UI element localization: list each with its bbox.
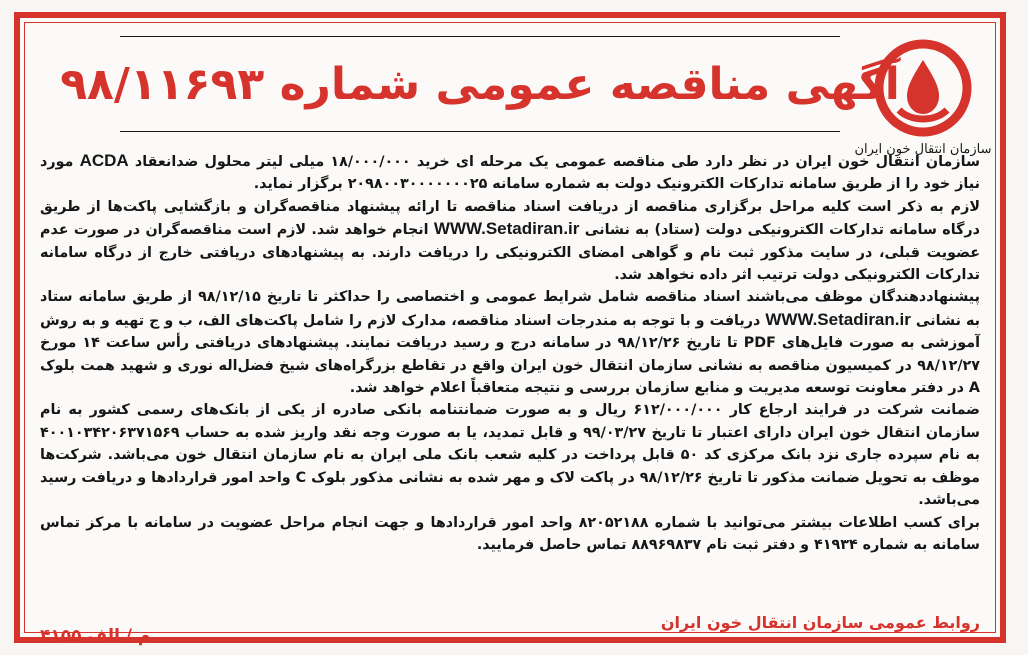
paragraph-contact: برای کسب اطلاعات بیشتر می‌توانید با شماره ۸۲۰۵۲۱۸۸ واحد امور قراردادها و جهت انجام مراحل عضویت در سامانه با مرکز تماس سامانه به شماره ۴۱۹۳۴ و دفتر ثبت نام ۸۸۹۶۹۸۳۷ تماس حاصل فرمایید.: [40, 514, 981, 553]
paragraph-process: [40, 196, 980, 287]
publisher-name: روابط عمومی سازمان انتقال خون ایران: [660, 613, 980, 632]
footer: [40, 596, 980, 646]
process-text-end: انجام خواهد شد. لازم است مناقصه‌گران در صورت عدم عضویت قبلی، در سایت مذکور ثبت نام و گواهی امضای الکترونیکی را دریافت دارند. به پیشنهادهای دریافتی خارج از درگاه سامانه تدارکات الکترونیکی دولت ترتیب اثر داده نخواهد شد.: [40, 222, 980, 284]
logo-caption: سازمان انتقال خون ایران: [854, 142, 992, 157]
deadlines-text-start: پیشنهاددهندگان موظف می‌باشند اسناد مناقصه شامل شرایط عمومی و اختصاصی را حداکثر تا تاریخ ۹۸/۱۲/۱۵ از طریق سامانه ستاد به نشانی: [40, 289, 980, 329]
ad-code: م / الف ۴۱۵۵: [40, 626, 151, 646]
paragraph-guarantee: ضمانت شرکت در فرایند ارجاع کار ۶۱۲/۰۰۰/۰۰۰ ریال و به صورت ضمانتنامه بانکی صادره از یکی از بانک‌های رسمی کشور به نام سازمان انتقال خون ایران دارای اعتبار تا تاریخ ۹۹/۰۳/۲۷ و قابل تمدید، یا به صورت وجه نقد واریز شده به حساب ۴۰۰۱۰۳۴۲۰۶۳۷۱۵۶۹ به نام سپرده جاری نزد بانک مرکزی کد ۵۰ قابل پرداخت در کلیه شعب بانک ملی ایران به نام سازمان انتقال خون می‌باشد. شرکت‌ها موظف به تحویل ضمانت مذکور تا تاریخ ۹۸/۱۲/۲۶ در پاکت لاک و مهر شده به نشانی مذکور بلوک C واحد امور قراردادها و دریافت رسید می‌باشد.: [40, 402, 980, 509]
intro-text-end: مورد نیاز خود را از طریق سامانه تدارکات الکترونیک دولت به شماره سامانه ۲۰۹۸۰۰۳۰۰۰۰۰۰۰۲۵ برگزار نماید.: [40, 154, 980, 193]
process-text-start: لازم به ذکر است کلیه مراحل برگزاری مناقصه از دریافت اسناد مناقصه تا ارائه پیشنهاد مناقصه‌گران و بازگشایی پاکت‌ها از طریق درگاه سامانه تدارکات الکترونیکی دولت (ستاد) به نشانی: [40, 198, 980, 239]
paragraph-intro: [40, 150, 980, 196]
announcement-body: [40, 150, 980, 556]
title-bar: [60, 36, 900, 132]
page-title: آگهی مناقصه عمومی شماره ۹۸/۱۱۶۹۳: [60, 58, 900, 110]
setadiran-link[interactable]: WWW.Setadiran.ir: [433, 219, 580, 239]
paragraph-deadlines: [40, 286, 980, 399]
intro-text-start: سازمان انتقال خون ایران در نظر دارد طی مناقصه عمومی یک مرحله ای خرید ۱۸/۰۰۰/۰۰۰ میلی لیتر محلول ضدانعقاد: [134, 154, 981, 170]
acda-label: ACDA: [79, 151, 129, 170]
setadiran-link-2[interactable]: WWW.Setadiran.ir: [765, 309, 911, 329]
deadlines-text-end: دریافت و با توجه به مندرجات اسناد مناقصه، مدارک لازم را شامل پاکت‌های الف، ب و ج تهیه و به روش آموزشی به صورت فایل‌های PDF تا تاریخ ۹۸/۱۲/۲۶ در سامانه درج و رسید دریافت نمایند. پیشنهادهای دریافتی رأس ساعت ۱۴ مورخ ۹۸/۱۲/۲۷ در کمیسیون مناقصه به نشانی سازمان انتقال خون ایران واقع در تقاطع بزرگراه‌های شیخ فضل‌اله نوری و شهید همت بلوک A در دفتر معاونت توسعه مدیریت و منابع سازمان بررسی و نتیجه متعاقباً اعلام خواهد شد.: [40, 312, 980, 397]
